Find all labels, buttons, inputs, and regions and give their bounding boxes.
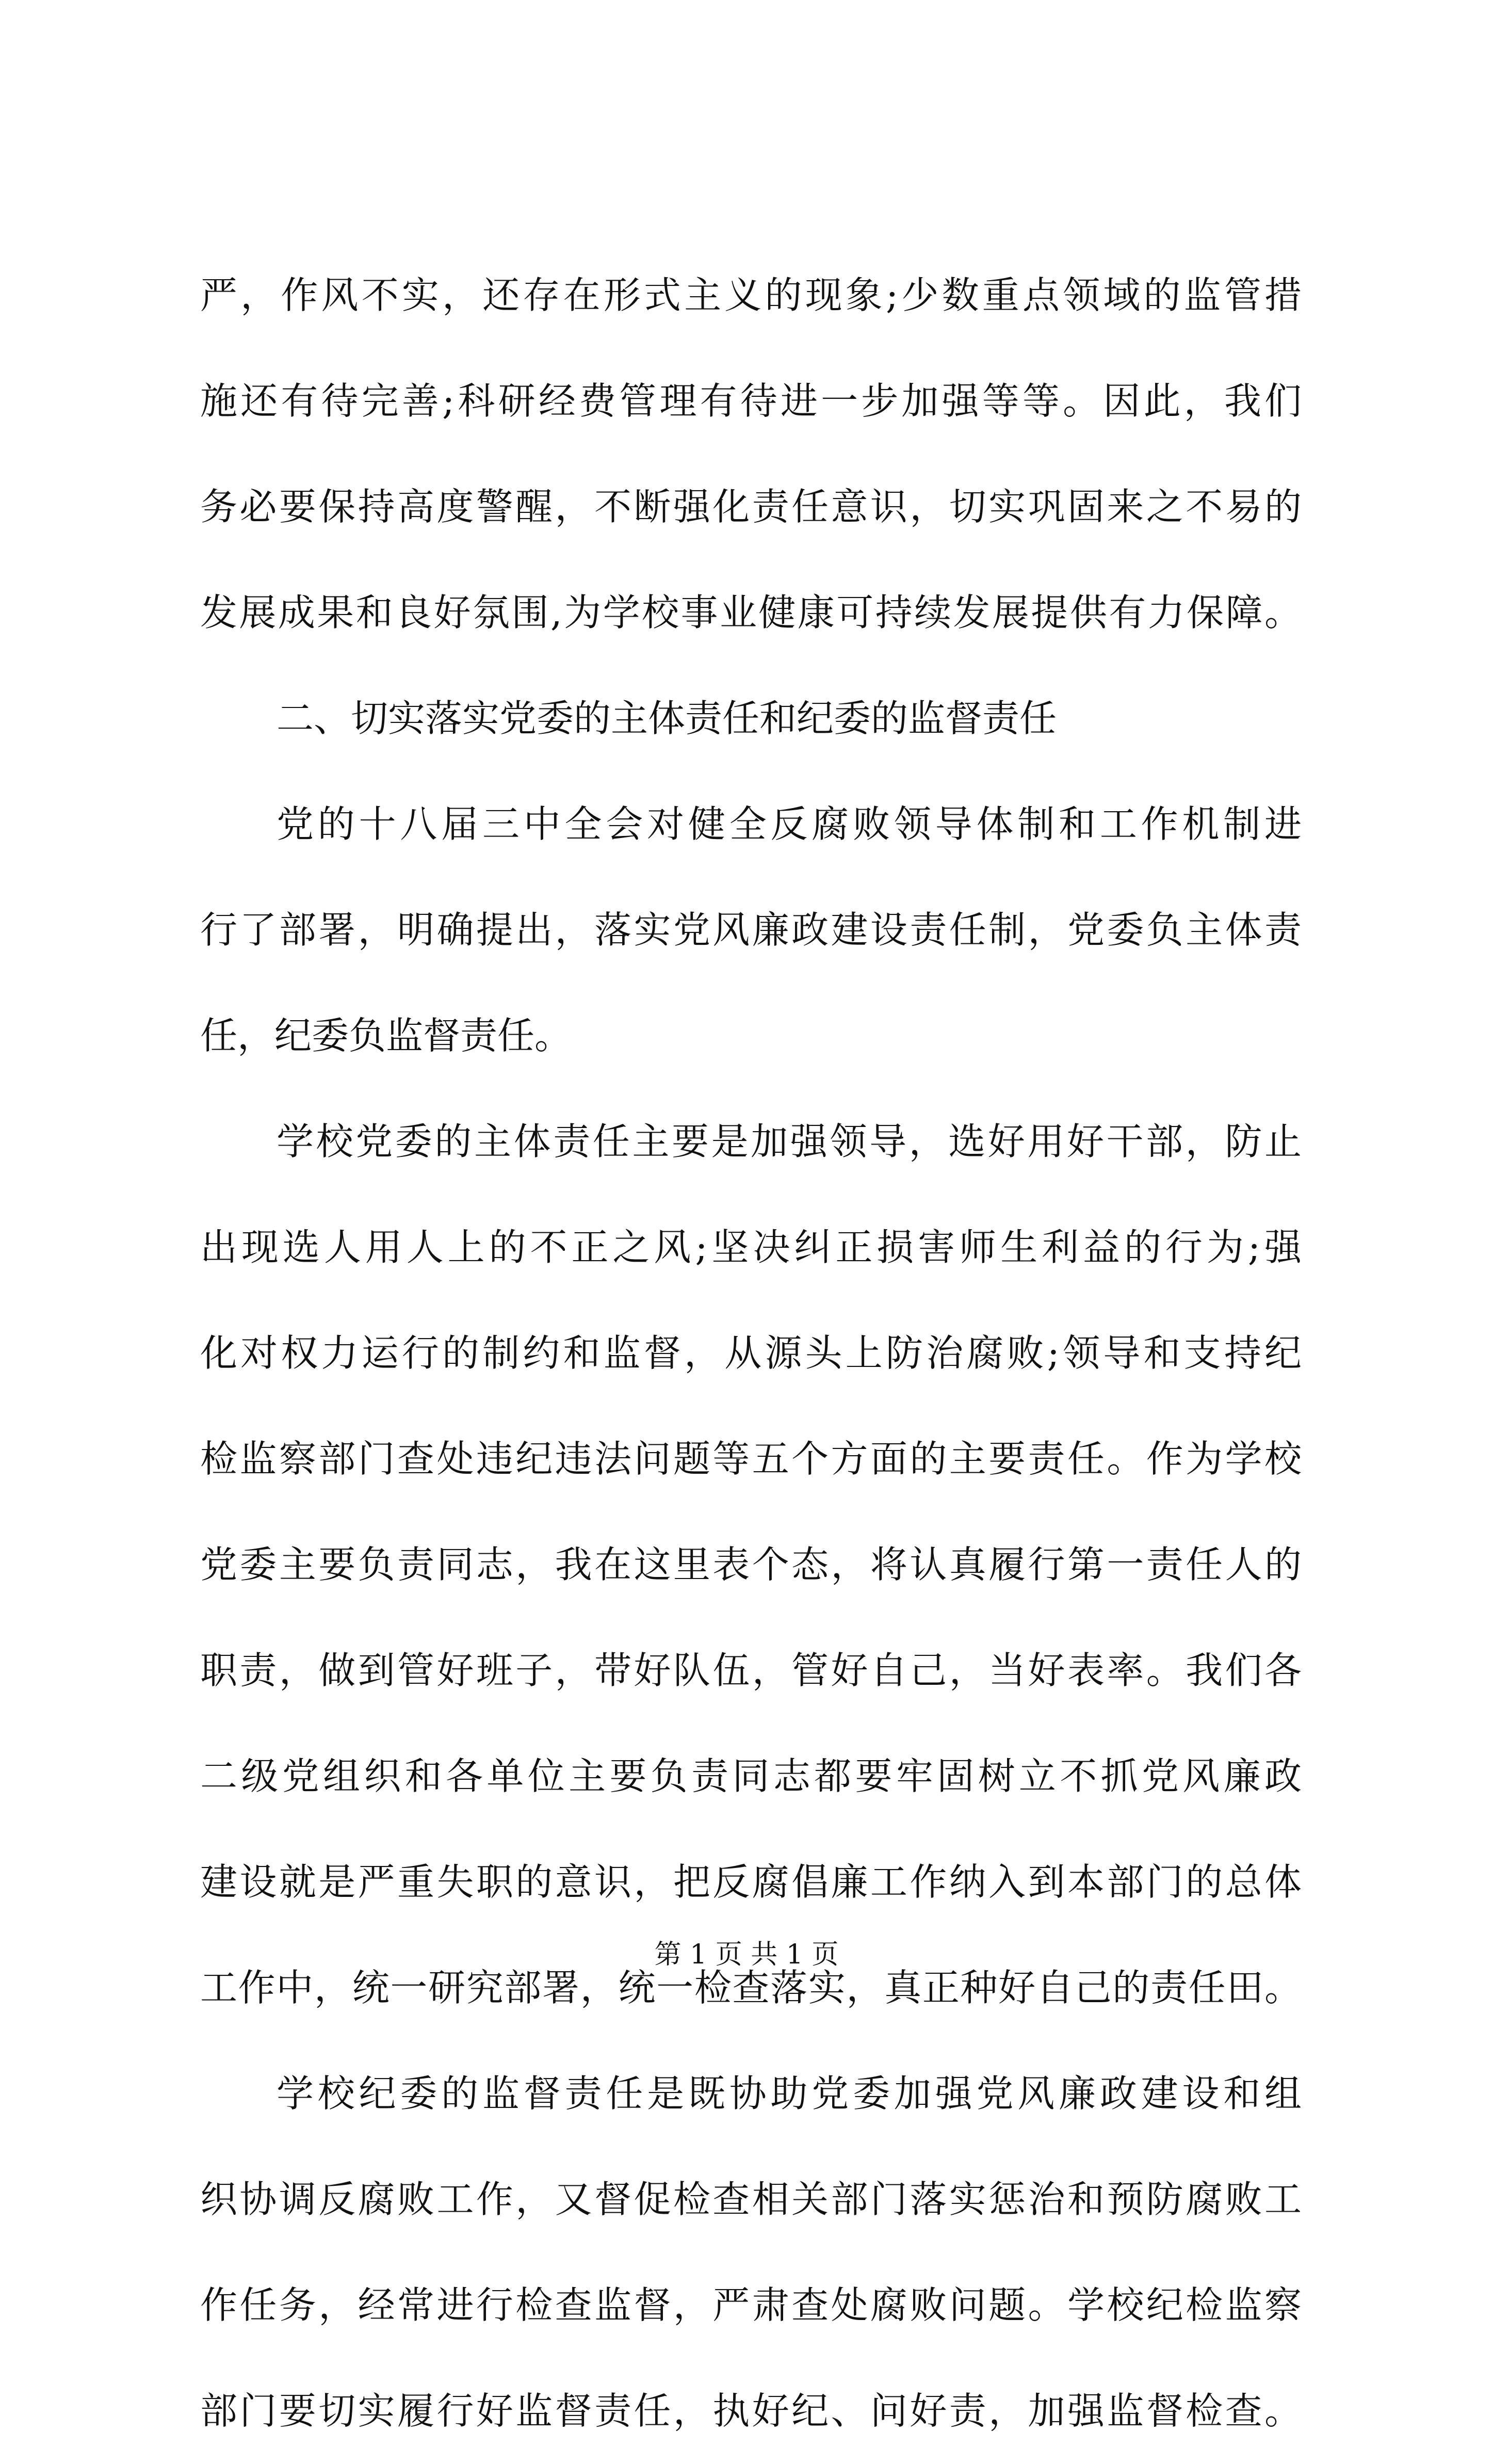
text-line: 出现选人用人上的不正之风;坚决纠正损害师生利益的行为;强 [200,1226,1302,1269]
text-line: 工作中，统一研究部署，统一检查落实，真正种好自己的责任田。 [200,1966,1302,2009]
text-line: 职责，做到管好班子，带好队伍，管好自己，当好表率。我们各 [200,1649,1302,1692]
page-footer [0,1934,1493,1975]
text-line: 务必要保持高度警醒，不断强化责任意识，切实巩固来之不易的 [200,485,1302,528]
text-line: 学校党委的主体责任主要是加强领导，选好用好干部，防止 [277,1120,1302,1163]
text-line: 行了部署，明确提出，落实党风廉政建设责任制，党委负主体责 [200,908,1302,952]
text-line: 党的十八届三中全会对健全反腐败领导体制和工作机制进 [277,802,1302,846]
text-line: 部门要切实履行好监督责任，执好纪、问好责，加强监督检查。 [200,2389,1302,2433]
text-line: 发展成果和良好氛围,为学校事业健康可持续发展提供有力保障。 [200,591,1302,634]
text-line: 党委主要负责同志，我在这里表个态，将认真履行第一责任人的 [200,1543,1302,1586]
section-heading: 二、切实落实党委的主体责任和纪委的监督责任 [277,697,1057,740]
text-line: 二级党组织和各单位主要负责同志都要牢固树立不抓党风廉政 [200,1754,1302,1798]
text-line: 作任务，经常进行检查监督，严肃查处腐败问题。学校纪检监察 [200,2283,1302,2327]
document-body [200,243,1302,2464]
text-line: 建设就是严重失职的意识，把反腐倡廉工作纳入到本部门的总体 [200,1860,1302,1904]
text-line: 严，作风不实，还存在形式主义的现象;少数重点领域的监管措 [200,273,1302,317]
text-line: 任，纪委负监督责任。 [200,1014,572,1057]
page-number: 第 1 页 共 1 页 [654,1939,839,1970]
text-line: 化对权力运行的制约和监督，从源头上防治腐败;领导和支持纪 [200,1331,1302,1375]
text-line: 检监察部门查处违纪违法问题等五个方面的主要责任。作为学校 [200,1437,1302,1480]
text-line: 织协调反腐败工作，又督促检查相关部门落实惩治和预防腐败工 [200,2178,1302,2221]
text-line: 施还有待完善;科研经费管理有待进一步加强等等。因此，我们 [200,379,1302,423]
text-line: 学校纪委的监督责任是既协助党委加强党风廉政建设和组 [277,2072,1302,2115]
